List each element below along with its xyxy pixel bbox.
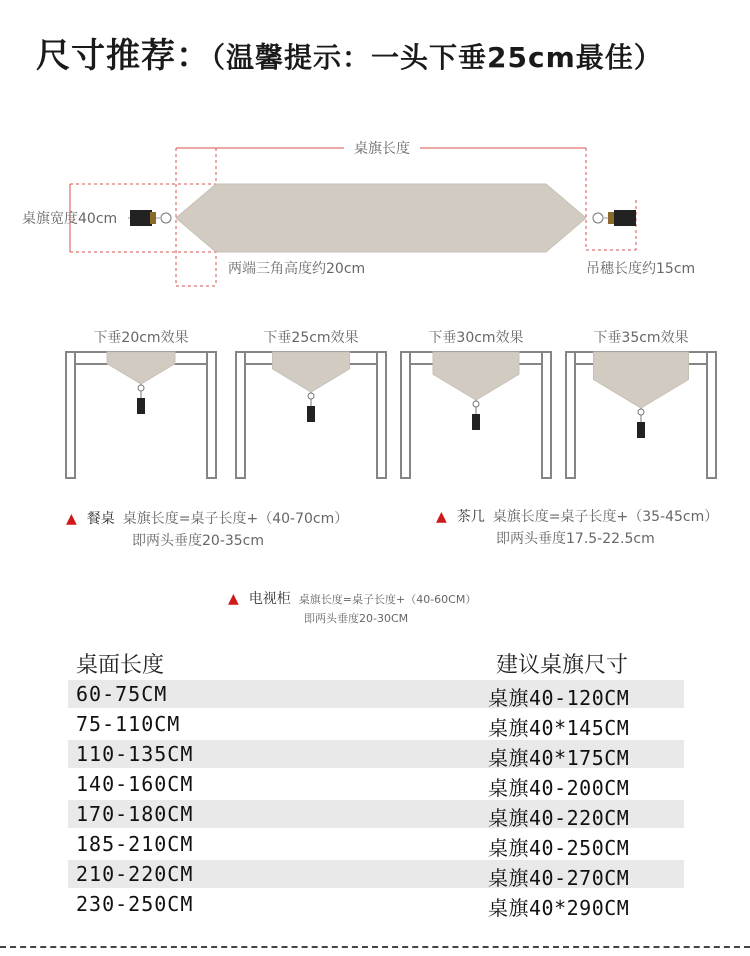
table-leg-left — [236, 352, 245, 478]
effect-label: 下垂35cm效果 — [593, 330, 689, 346]
table-effect-30 — [401, 330, 551, 478]
runner-size-cell: 桌旗40-270CM — [488, 866, 630, 890]
note-line1: 桌旗长度=桌子长度+（40-60CM） — [298, 593, 477, 606]
drop-effects — [66, 330, 716, 478]
table-row — [68, 830, 684, 858]
table-leg-left — [401, 352, 410, 478]
tassel-left — [128, 210, 171, 226]
triangle-marker-icon: ▲ — [436, 509, 447, 525]
tassel-ring — [638, 409, 644, 415]
runner-size-cell: 桌旗40*175CM — [488, 746, 630, 770]
tassel-right — [593, 210, 636, 226]
table-effect-25 — [236, 330, 386, 478]
runner-drop — [433, 352, 519, 400]
table-leg-right — [542, 352, 551, 478]
note-name: 电视柜 — [248, 591, 291, 607]
tassel-ring — [473, 401, 479, 407]
note-name: 茶几 — [456, 509, 485, 525]
note-line2: 即两头垂度20-30CM — [304, 612, 409, 625]
runner-drop — [594, 352, 689, 408]
table-length-cell: 185-210CM — [76, 832, 194, 856]
tassel-length-label: 吊穗长度约15cm — [586, 261, 696, 277]
triangle-marker-icon: ▲ — [228, 591, 239, 607]
table-row — [68, 680, 684, 708]
table-leg-right — [707, 352, 716, 478]
table-length-cell: 140-160CM — [76, 772, 194, 796]
tassel-icon — [137, 398, 145, 414]
runner-shape — [176, 184, 586, 252]
table-effect-35 — [566, 330, 716, 478]
effect-label: 下垂20cm效果 — [93, 330, 189, 346]
note-line2: 即两头垂度20-35cm — [132, 533, 265, 549]
header-table-length: 桌面长度 — [76, 653, 165, 678]
title-main: 尺寸推荐： — [36, 36, 211, 76]
table-effect-20 — [66, 330, 216, 478]
runner-size-cell: 桌旗40-250CM — [488, 836, 630, 860]
runner-length-label: 桌旗长度 — [354, 141, 410, 157]
note-line2: 即两头垂度17.5-22.5cm — [496, 531, 655, 547]
runner-size-cell: 桌旗40-200CM — [488, 776, 630, 800]
note-line1: 桌旗长度=桌子长度+（35-45cm） — [492, 509, 719, 525]
tassel-ring — [138, 385, 144, 391]
table-row — [68, 740, 684, 768]
table-length-cell: 170-180CM — [76, 802, 194, 826]
header-runner-size: 建议桌旗尺寸 — [496, 653, 629, 678]
dashed-divider — [0, 946, 750, 948]
effect-label: 下垂25cm效果 — [263, 330, 359, 346]
effect-label: 下垂30cm效果 — [428, 330, 524, 346]
table-length-cell: 210-220CM — [76, 862, 194, 886]
table-row — [68, 710, 684, 738]
table-length-cell: 60-75CM — [76, 682, 168, 706]
tassel-ring — [308, 393, 314, 399]
table-leg-left — [566, 352, 575, 478]
table-length-cell: 230-250CM — [76, 892, 194, 916]
triangle-height-label: 两端三角高度约20cm — [228, 261, 366, 277]
triangle-marker-icon: ▲ — [66, 511, 77, 527]
runner-size-cell: 桌旗40*290CM — [488, 896, 630, 920]
note-line1: 桌旗长度=桌子长度+（40-70cm） — [122, 511, 349, 527]
note-tv-cabinet — [228, 588, 476, 628]
runner-drop — [273, 352, 350, 392]
size-table-header — [0, 646, 750, 680]
table-leg-right — [207, 352, 216, 478]
runner-size-cell: 桌旗40-220CM — [488, 806, 630, 830]
tassel-icon — [637, 422, 645, 438]
table-row — [68, 770, 684, 798]
tassel-icon — [472, 414, 480, 430]
table-row — [68, 800, 684, 828]
runner-size-cell: 桌旗40-120CM — [488, 686, 630, 710]
note-coffee-table — [436, 506, 718, 550]
runner-width-label: 桌旗宽度40cm — [22, 211, 118, 227]
table-leg-left — [66, 352, 75, 478]
note-dining-table — [66, 508, 348, 552]
runner-size-cell: 桌旗40*145CM — [488, 716, 630, 740]
table-row — [68, 860, 684, 888]
note-name: 餐桌 — [86, 511, 115, 527]
table-leg-right — [377, 352, 386, 478]
title-note: （温馨提示：一头下垂25cm最佳） — [211, 41, 663, 74]
table-length-cell: 110-135CM — [76, 742, 194, 766]
table-row — [68, 890, 684, 918]
runner-drop — [107, 352, 175, 384]
tassel-icon — [307, 406, 315, 422]
table-length-cell: 75-110CM — [76, 712, 181, 736]
